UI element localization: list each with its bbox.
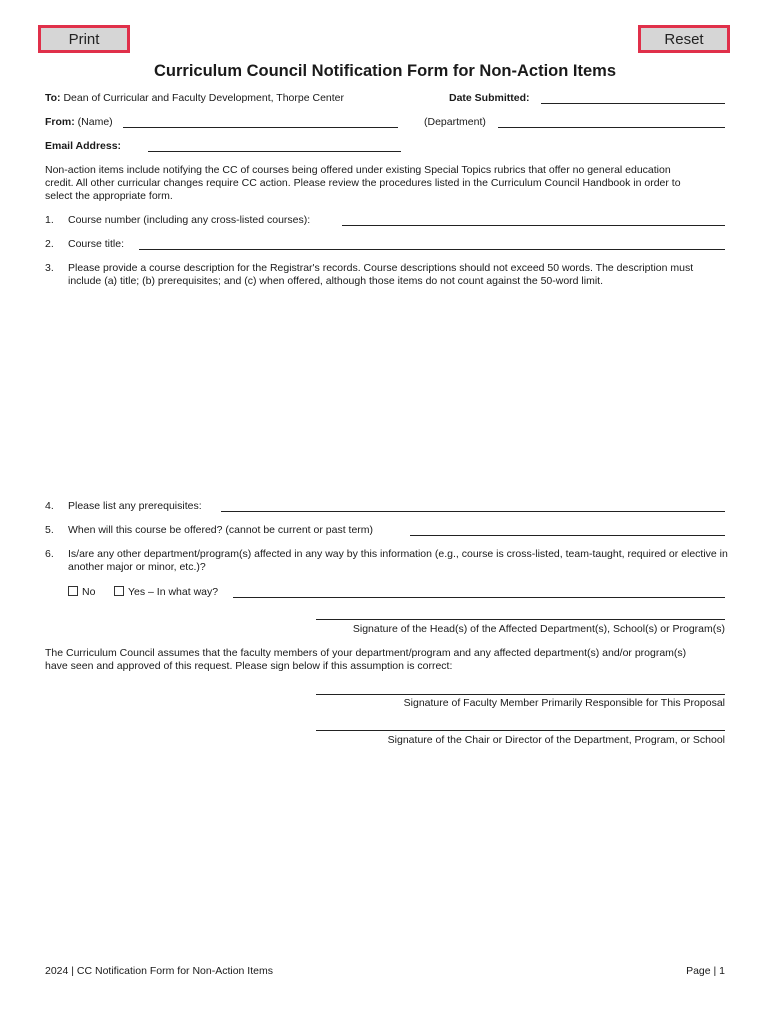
- department-label: (Department): [424, 116, 486, 128]
- description-field[interactable]: [68, 292, 725, 492]
- chair-signature-line[interactable]: [316, 730, 725, 731]
- to-label: To:: [45, 92, 61, 104]
- no-option[interactable]: [68, 586, 95, 599]
- prerequisites-field[interactable]: [221, 511, 725, 512]
- faculty-signature-line[interactable]: [316, 694, 725, 695]
- item-number: 6.: [45, 548, 54, 560]
- print-button[interactable]: Print: [38, 25, 130, 53]
- item-number: 1.: [45, 214, 54, 226]
- affected-way-field[interactable]: [233, 597, 725, 598]
- item-number: 2.: [45, 238, 54, 250]
- chair-signature-label: Signature of the Chair or Director of the Department, Program, or School: [387, 734, 725, 746]
- from-row: [45, 116, 113, 129]
- name-field[interactable]: [123, 127, 398, 128]
- email-label: Email Address:: [45, 140, 122, 152]
- email-field[interactable]: [148, 151, 401, 152]
- course-number-field[interactable]: [342, 225, 725, 226]
- item-4-text: Please list any prerequisites:: [68, 500, 202, 512]
- item-5-text: When will this course be offered? (cannot be current or past term): [68, 524, 374, 536]
- from-name-label: (Name): [77, 116, 113, 128]
- item-number: 5.: [45, 524, 54, 536]
- page-title: Curriculum Council Notification Form for Non-Action Items: [154, 62, 616, 80]
- yes-checkbox[interactable]: [114, 586, 124, 596]
- intro-paragraph: Non-action items include notifying the CC of courses being offered under existing Special Topics rubrics that offer no general education credit. All other curricular changes require CC action. Please review the procedures listed in the Curriculum Council Handbook in order to select the appropriate form.: [45, 164, 681, 202]
- item-2-text: Course title:: [68, 238, 125, 250]
- affected-signature-line[interactable]: [316, 619, 725, 620]
- assumption-paragraph: The Curriculum Council assumes that the faculty members of your department/program and any affected department(s) and/or program(s) have seen and approved of this request. Please sign below if this assumption is correct:: [45, 647, 687, 672]
- date-label: Date Submitted:: [449, 92, 530, 104]
- course-title-field[interactable]: [139, 249, 725, 250]
- footer-title: 2024 | CC Notification Form for Non-Action Items: [45, 965, 273, 977]
- term-offered-field[interactable]: [410, 535, 725, 536]
- no-checkbox[interactable]: [68, 586, 78, 596]
- item-3-text: Please provide a course description for the Registrar's records. Course descriptions should not exceed 50 words. The description must include (a) title; (b) prerequisites; and (c) when offered, although those items do not count against the 50-word limit.: [68, 262, 694, 287]
- item-number: 3.: [45, 262, 54, 274]
- yes-option[interactable]: [114, 586, 218, 599]
- page-number: Page | 1: [686, 965, 725, 977]
- from-label: From:: [45, 116, 75, 128]
- to-value: Dean of Curricular and Faculty Development, Thorpe Center: [63, 92, 344, 104]
- department-field[interactable]: [498, 127, 725, 128]
- date-field[interactable]: [541, 103, 725, 104]
- item-1-text: Course number (including any cross-listed courses):: [68, 214, 311, 226]
- item-number: 4.: [45, 500, 54, 512]
- item-6-text: Is/are any other department/program(s) affected in any way by this information (e.g., course is cross-listed, team-taught, required or elective in another major or minor, etc.)?: [68, 548, 728, 573]
- to-row: [45, 92, 344, 105]
- affected-signature-label: Signature of the Head(s) of the Affected Department(s), School(s) or Program(s): [352, 623, 725, 635]
- no-label: No: [82, 586, 96, 598]
- reset-button[interactable]: Reset: [638, 25, 730, 53]
- yes-label: Yes – In what way?: [128, 586, 219, 598]
- faculty-signature-label: Signature of Faculty Member Primarily Responsible for This Proposal: [403, 697, 725, 709]
